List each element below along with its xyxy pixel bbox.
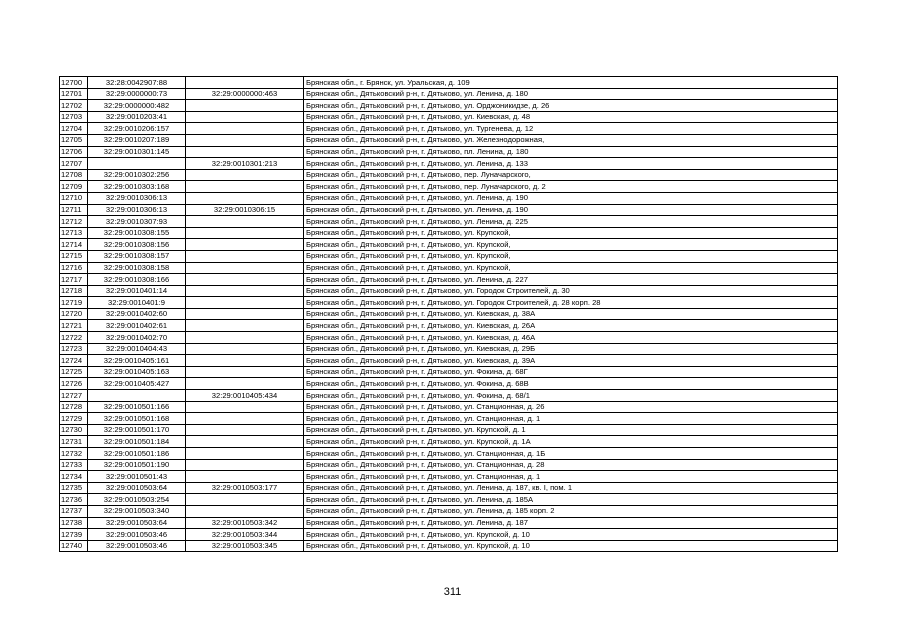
table-row bbox=[60, 123, 838, 135]
row-number-cell: 12704 bbox=[60, 123, 88, 135]
address-cell: Брянская обл., Дятьковский р-н, г. Дятьково, ул. Фокина, д. 68/1 bbox=[304, 390, 838, 402]
address-cell: Брянская обл., Дятьковский р-н, г. Дятьково, ул. Киевская, д. 46А bbox=[304, 332, 838, 344]
address-cell: Брянская обл., Дятьковский р-н, г. Дятьково, ул. Ленина, д. 133 bbox=[304, 158, 838, 170]
cadastral-number-cell: 32:29:0010301:145 bbox=[88, 146, 186, 158]
row-number-cell: 12707 bbox=[60, 158, 88, 170]
address-cell: Брянская обл., г. Брянск, ул. Уральская, д. 109 bbox=[304, 77, 838, 89]
row-number-cell: 12735 bbox=[60, 482, 88, 494]
cadastral-number-cell: 32:29:0010302:256 bbox=[88, 169, 186, 181]
row-number-cell: 12705 bbox=[60, 134, 88, 146]
cadastral-number-cell: 32:29:0010501:168 bbox=[88, 413, 186, 425]
cadastral-number-cell: 32:29:0010307:93 bbox=[88, 216, 186, 228]
row-number-cell: 12720 bbox=[60, 308, 88, 320]
address-cell: Брянская обл., Дятьковский р-н, г. Дятьково, ул. Станционная, д. 1Б bbox=[304, 448, 838, 460]
table-row bbox=[60, 274, 838, 286]
table-row bbox=[60, 366, 838, 378]
related-cadastral-number-cell bbox=[186, 227, 304, 239]
row-number-cell: 12729 bbox=[60, 413, 88, 425]
address-cell: Брянская обл., Дятьковский р-н, г. Дятьково, ул. Ленина, д. 190 bbox=[304, 204, 838, 216]
related-cadastral-number-cell bbox=[186, 436, 304, 448]
cadastral-number-cell: 32:29:0010306:13 bbox=[88, 192, 186, 204]
cadastral-number-cell: 32:28:0042907:88 bbox=[88, 77, 186, 89]
related-cadastral-number-cell bbox=[186, 459, 304, 471]
related-cadastral-number-cell bbox=[186, 471, 304, 483]
cadastral-number-cell: 32:29:0010503:254 bbox=[88, 494, 186, 506]
related-cadastral-number-cell bbox=[186, 169, 304, 181]
address-cell: Брянская обл., Дятьковский р-н, г. Дятьково, ул. Городок Строителей, д. 30 bbox=[304, 285, 838, 297]
address-cell: Брянская обл., Дятьковский р-н, г. Дятьково, ул. Ленина, д. 185 корп. 2 bbox=[304, 505, 838, 517]
row-number-cell: 12716 bbox=[60, 262, 88, 274]
table-row bbox=[60, 158, 838, 170]
table-row bbox=[60, 297, 838, 309]
table-row bbox=[60, 308, 838, 320]
cadastral-number-cell: 32:29:0000000:73 bbox=[88, 88, 186, 100]
related-cadastral-number-cell bbox=[186, 181, 304, 193]
row-number-cell: 12717 bbox=[60, 274, 88, 286]
row-number-cell: 12732 bbox=[60, 448, 88, 460]
row-number-cell: 12709 bbox=[60, 181, 88, 193]
address-cell: Брянская обл., Дятьковский р-н, г. Дятьково, ул. Ленина, д. 187, кв. I, пом. 1 bbox=[304, 482, 838, 494]
address-cell: Брянская обл., Дятьковский р-н, г. Дятьково, ул. Киевская, д. 29Б bbox=[304, 343, 838, 355]
related-cadastral-number-cell bbox=[186, 274, 304, 286]
cadastral-number-cell: 32:29:0010402:61 bbox=[88, 320, 186, 332]
related-cadastral-number-cell bbox=[186, 250, 304, 262]
table-row bbox=[60, 250, 838, 262]
row-number-cell: 12723 bbox=[60, 343, 88, 355]
row-number-cell: 12727 bbox=[60, 390, 88, 402]
address-cell: Брянская обл., Дятьковский р-н, г. Дятьково, ул. Тургенева, д. 12 bbox=[304, 123, 838, 135]
address-cell: Брянская обл., Дятьковский р-н, г. Дятьково, ул. Станционная, д. 28 bbox=[304, 459, 838, 471]
related-cadastral-number-cell bbox=[186, 401, 304, 413]
related-cadastral-number-cell bbox=[186, 378, 304, 390]
table-row bbox=[60, 239, 838, 251]
table-row bbox=[60, 529, 838, 541]
cadastral-number-cell: 32:29:0010306:13 bbox=[88, 204, 186, 216]
cadastral-number-cell: 32:29:0010503:46 bbox=[88, 529, 186, 541]
registry-table bbox=[59, 76, 838, 552]
address-cell: Брянская обл., Дятьковский р-н, г. Дятьково, ул. Ленина, д. 190 bbox=[304, 192, 838, 204]
related-cadastral-number-cell bbox=[186, 239, 304, 251]
row-number-cell: 12719 bbox=[60, 297, 88, 309]
row-number-cell: 12736 bbox=[60, 494, 88, 506]
address-cell: Брянская обл., Дятьковский р-н, г. Дятьково, пер. Луначарского, bbox=[304, 169, 838, 181]
row-number-cell: 12726 bbox=[60, 378, 88, 390]
address-cell: Брянская обл., Дятьковский р-н, г. Дятьково, ул. Крупской, д. 1 bbox=[304, 424, 838, 436]
address-cell: Брянская обл., Дятьковский р-н, г. Дятьково, ул. Фокина, д. 68Г bbox=[304, 366, 838, 378]
cadastral-number-cell: 32:29:0010503:46 bbox=[88, 540, 186, 552]
table-row bbox=[60, 216, 838, 228]
address-cell: Брянская обл., Дятьковский р-н, г. Дятьково, ул. Крупской, bbox=[304, 227, 838, 239]
cadastral-number-cell: 32:29:0010308:157 bbox=[88, 250, 186, 262]
table-row bbox=[60, 401, 838, 413]
table-row bbox=[60, 343, 838, 355]
table-row bbox=[60, 204, 838, 216]
row-number-cell: 12724 bbox=[60, 355, 88, 367]
cadastral-number-cell: 32:29:0010303:168 bbox=[88, 181, 186, 193]
cadastral-number-cell: 32:29:0010308:155 bbox=[88, 227, 186, 239]
table-row bbox=[60, 540, 838, 552]
page-number: 311 bbox=[443, 586, 462, 598]
cadastral-number-cell: 32:29:0010206:157 bbox=[88, 123, 186, 135]
row-number-cell: 12711 bbox=[60, 204, 88, 216]
row-number-cell: 12739 bbox=[60, 529, 88, 541]
row-number-cell: 12728 bbox=[60, 401, 88, 413]
row-number-cell: 12722 bbox=[60, 332, 88, 344]
address-cell: Брянская обл., Дятьковский р-н, г. Дятьково, ул. Железнодорожная, bbox=[304, 134, 838, 146]
related-cadastral-number-cell bbox=[186, 494, 304, 506]
address-cell: Брянская обл., Дятьковский р-н, г. Дятьково, ул. Крупской, д. 10 bbox=[304, 529, 838, 541]
cadastral-number-cell bbox=[88, 158, 186, 170]
address-cell: Брянская обл., Дятьковский р-н, г. Дятьково, ул. Киевская, д. 48 bbox=[304, 111, 838, 123]
related-cadastral-number-cell bbox=[186, 134, 304, 146]
cadastral-number-cell: 32:29:0010308:158 bbox=[88, 262, 186, 274]
table-row bbox=[60, 517, 838, 529]
related-cadastral-number-cell: 32:29:0010405:434 bbox=[186, 390, 304, 402]
related-cadastral-number-cell bbox=[186, 192, 304, 204]
table-row bbox=[60, 227, 838, 239]
related-cadastral-number-cell: 32:29:0010306:15 bbox=[186, 204, 304, 216]
row-number-cell: 12733 bbox=[60, 459, 88, 471]
address-cell: Брянская обл., Дятьковский р-н, г. Дятьково, ул. Ленина, д. 187 bbox=[304, 517, 838, 529]
table-row bbox=[60, 482, 838, 494]
cadastral-number-cell: 32:29:0010308:166 bbox=[88, 274, 186, 286]
cadastral-number-cell: 32:29:0010203:41 bbox=[88, 111, 186, 123]
table-row bbox=[60, 77, 838, 89]
row-number-cell: 12701 bbox=[60, 88, 88, 100]
related-cadastral-number-cell bbox=[186, 123, 304, 135]
table-row bbox=[60, 100, 838, 112]
related-cadastral-number-cell bbox=[186, 366, 304, 378]
address-cell: Брянская обл., Дятьковский р-н, г. Дятьково, ул. Городок Строителей, д. 28 корп. 28 bbox=[304, 297, 838, 309]
related-cadastral-number-cell bbox=[186, 285, 304, 297]
table-row bbox=[60, 390, 838, 402]
cadastral-number-cell: 32:29:0000000:482 bbox=[88, 100, 186, 112]
table-row bbox=[60, 285, 838, 297]
related-cadastral-number-cell bbox=[186, 424, 304, 436]
related-cadastral-number-cell bbox=[186, 355, 304, 367]
cadastral-number-cell: 32:29:0010405:427 bbox=[88, 378, 186, 390]
table-row bbox=[60, 459, 838, 471]
table-row bbox=[60, 424, 838, 436]
table-row bbox=[60, 146, 838, 158]
table-row bbox=[60, 332, 838, 344]
cadastral-number-cell: 32:29:0010501:166 bbox=[88, 401, 186, 413]
related-cadastral-number-cell bbox=[186, 100, 304, 112]
row-number-cell: 12738 bbox=[60, 517, 88, 529]
cadastral-number-cell bbox=[88, 390, 186, 402]
table-row bbox=[60, 88, 838, 100]
cadastral-number-cell: 32:29:0010402:70 bbox=[88, 332, 186, 344]
related-cadastral-number-cell: 32:29:0010503:177 bbox=[186, 482, 304, 494]
related-cadastral-number-cell bbox=[186, 343, 304, 355]
cadastral-number-cell: 32:29:0010308:156 bbox=[88, 239, 186, 251]
row-number-cell: 12703 bbox=[60, 111, 88, 123]
row-number-cell: 12700 bbox=[60, 77, 88, 89]
row-number-cell: 12702 bbox=[60, 100, 88, 112]
related-cadastral-number-cell: 32:29:0010301:213 bbox=[186, 158, 304, 170]
cadastral-number-cell: 32:29:0010404:43 bbox=[88, 343, 186, 355]
address-cell: Брянская обл., Дятьковский р-н, г. Дятьково, ул. Крупской, bbox=[304, 239, 838, 251]
address-cell: Брянская обл., Дятьковский р-н, г. Дятьково, ул. Фокина, д. 68В bbox=[304, 378, 838, 390]
related-cadastral-number-cell: 32:29:0010503:342 bbox=[186, 517, 304, 529]
cadastral-number-cell: 32:29:0010503:340 bbox=[88, 505, 186, 517]
related-cadastral-number-cell bbox=[186, 332, 304, 344]
table-row bbox=[60, 378, 838, 390]
address-cell: Брянская обл., Дятьковский р-н, г. Дятьково, пер. Луначарского, д. 2 bbox=[304, 181, 838, 193]
row-number-cell: 12714 bbox=[60, 239, 88, 251]
address-cell: Брянская обл., Дятьковский р-н, г. Дятьково, ул. Ленина, д. 185А bbox=[304, 494, 838, 506]
table-row bbox=[60, 169, 838, 181]
row-number-cell: 12731 bbox=[60, 436, 88, 448]
cadastral-number-cell: 32:29:0010401:14 bbox=[88, 285, 186, 297]
row-number-cell: 12725 bbox=[60, 366, 88, 378]
registry-table-body bbox=[60, 77, 838, 552]
address-cell: Брянская обл., Дятьковский р-н, г. Дятьково, ул. Ленина, д. 180 bbox=[304, 88, 838, 100]
address-cell: Брянская обл., Дятьковский р-н, г. Дятьково, ул. Крупской, д. 10 bbox=[304, 540, 838, 552]
address-cell: Брянская обл., Дятьковский р-н, г. Дятьково, пл. Ленина, д. 180 bbox=[304, 146, 838, 158]
cadastral-number-cell: 32:29:0010405:163 bbox=[88, 366, 186, 378]
address-cell: Брянская обл., Дятьковский р-н, г. Дятьково, ул. Крупской, д. 1А bbox=[304, 436, 838, 448]
row-number-cell: 12712 bbox=[60, 216, 88, 228]
related-cadastral-number-cell bbox=[186, 448, 304, 460]
table-row bbox=[60, 134, 838, 146]
cadastral-number-cell: 32:29:0010501:170 bbox=[88, 424, 186, 436]
address-cell: Брянская обл., Дятьковский р-н, г. Дятьково, ул. Киевская, д. 39А bbox=[304, 355, 838, 367]
table-row bbox=[60, 494, 838, 506]
table-row bbox=[60, 436, 838, 448]
related-cadastral-number-cell: 32:29:0000000:463 bbox=[186, 88, 304, 100]
row-number-cell: 12708 bbox=[60, 169, 88, 181]
related-cadastral-number-cell bbox=[186, 77, 304, 89]
address-cell: Брянская обл., Дятьковский р-н, г. Дятьково, ул. Ленина, д. 225 bbox=[304, 216, 838, 228]
table-row bbox=[60, 355, 838, 367]
related-cadastral-number-cell bbox=[186, 413, 304, 425]
row-number-cell: 12730 bbox=[60, 424, 88, 436]
related-cadastral-number-cell bbox=[186, 320, 304, 332]
cadastral-number-cell: 32:29:0010207:189 bbox=[88, 134, 186, 146]
table-row bbox=[60, 181, 838, 193]
row-number-cell: 12740 bbox=[60, 540, 88, 552]
related-cadastral-number-cell bbox=[186, 505, 304, 517]
cadastral-number-cell: 32:29:0010405:161 bbox=[88, 355, 186, 367]
address-cell: Брянская обл., Дятьковский р-н, г. Дятьково, ул. Крупской, bbox=[304, 250, 838, 262]
related-cadastral-number-cell bbox=[186, 262, 304, 274]
table-row bbox=[60, 320, 838, 332]
address-cell: Брянская обл., Дятьковский р-н, г. Дятьково, ул. Киевская, д. 38А bbox=[304, 308, 838, 320]
row-number-cell: 12715 bbox=[60, 250, 88, 262]
row-number-cell: 12713 bbox=[60, 227, 88, 239]
row-number-cell: 12710 bbox=[60, 192, 88, 204]
row-number-cell: 12734 bbox=[60, 471, 88, 483]
row-number-cell: 12718 bbox=[60, 285, 88, 297]
table-row bbox=[60, 111, 838, 123]
cadastral-number-cell: 32:29:0010501:190 bbox=[88, 459, 186, 471]
related-cadastral-number-cell bbox=[186, 111, 304, 123]
address-cell: Брянская обл., Дятьковский р-н, г. Дятьково, ул. Станционная, д. 26 bbox=[304, 401, 838, 413]
related-cadastral-number-cell bbox=[186, 216, 304, 228]
table-row bbox=[60, 262, 838, 274]
address-cell: Брянская обл., Дятьковский р-н, г. Дятьково, ул. Орджоникидзе, д. 26 bbox=[304, 100, 838, 112]
cadastral-number-cell: 32:29:0010402:60 bbox=[88, 308, 186, 320]
related-cadastral-number-cell bbox=[186, 146, 304, 158]
address-cell: Брянская обл., Дятьковский р-н, г. Дятьково, ул. Станционная, д. 1 bbox=[304, 413, 838, 425]
table-row bbox=[60, 192, 838, 204]
cadastral-number-cell: 32:29:0010503:64 bbox=[88, 482, 186, 494]
related-cadastral-number-cell bbox=[186, 308, 304, 320]
related-cadastral-number-cell: 32:29:0010503:345 bbox=[186, 540, 304, 552]
related-cadastral-number-cell bbox=[186, 297, 304, 309]
address-cell: Брянская обл., Дятьковский р-н, г. Дятьково, ул. Станционная, д. 1 bbox=[304, 471, 838, 483]
related-cadastral-number-cell: 32:29:0010503:344 bbox=[186, 529, 304, 541]
cadastral-number-cell: 32:29:0010401:9 bbox=[88, 297, 186, 309]
row-number-cell: 12706 bbox=[60, 146, 88, 158]
table-row bbox=[60, 413, 838, 425]
row-number-cell: 12721 bbox=[60, 320, 88, 332]
row-number-cell: 12737 bbox=[60, 505, 88, 517]
cadastral-number-cell: 32:29:0010501:184 bbox=[88, 436, 186, 448]
table-row bbox=[60, 448, 838, 460]
cadastral-number-cell: 32:29:0010501:186 bbox=[88, 448, 186, 460]
address-cell: Брянская обл., Дятьковский р-н, г. Дятьково, ул. Киевская, д. 26А bbox=[304, 320, 838, 332]
cadastral-number-cell: 32:29:0010503:64 bbox=[88, 517, 186, 529]
address-cell: Брянская обл., Дятьковский р-н, г. Дятьково, ул. Ленина, д. 227 bbox=[304, 274, 838, 286]
cadastral-number-cell: 32:29:0010501:43 bbox=[88, 471, 186, 483]
address-cell: Брянская обл., Дятьковский р-н, г. Дятьково, ул. Крупской, bbox=[304, 262, 838, 274]
table-row bbox=[60, 471, 838, 483]
table-row bbox=[60, 505, 838, 517]
